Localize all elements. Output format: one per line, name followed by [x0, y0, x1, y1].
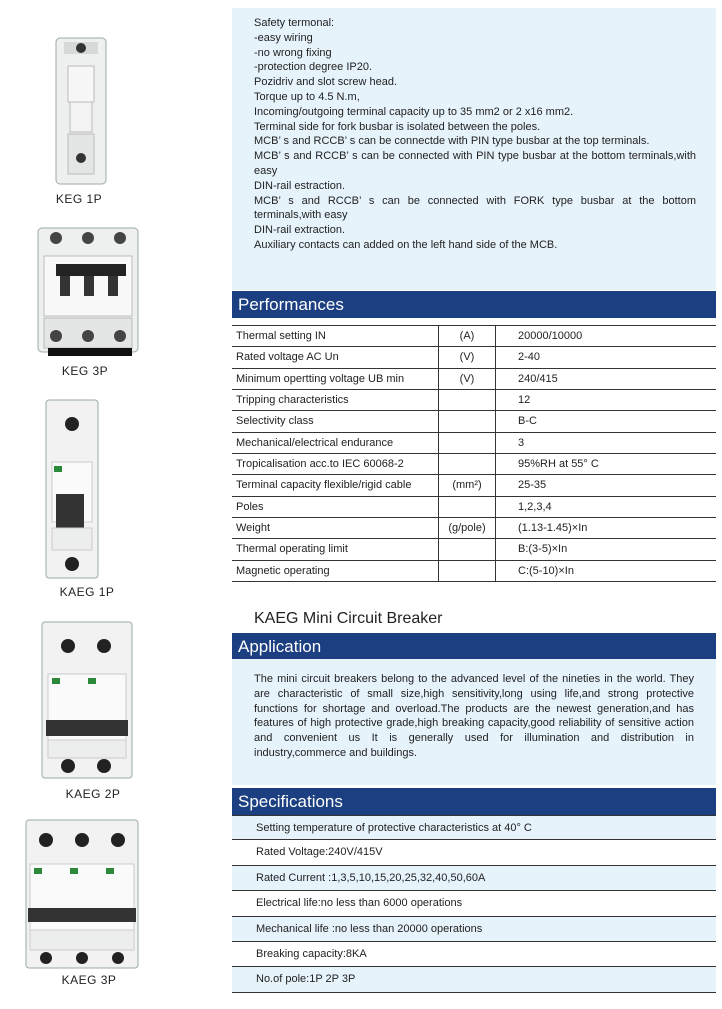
application-panel [232, 659, 716, 785]
feature-item: -protection degree IP20. [254, 61, 373, 74]
performance-unit [439, 453, 496, 474]
performance-label: Poles [232, 496, 439, 517]
performance-unit: (A) [439, 326, 496, 347]
feature-item: -no wrong fixing [254, 46, 332, 59]
performance-value: 12 [496, 389, 717, 410]
performance-value: B-C [496, 411, 717, 432]
feature-item: MCB’ s and RCCB’ s can be connected with PIN type busbar at the bottom terminals,with easy [254, 150, 696, 177]
application-text: The mini circuit breakers belong to the advanced level of the nineties in the world. They are characteristic of small size,high sensitivity,long using life,and strong protective functions for shortage and overload.The products are the newest generation,and has features of high protective grade,high breaking capacity,good reliability of sensitive action and convenient us It is generally used for illumination and distribution in industry,commerce and buildings. [254, 673, 694, 759]
performance-label: Selectivity class [232, 411, 439, 432]
feature-item: MCB’ s and RCCB’ s can be connectde with PIN type busbar at the top terminals. [254, 135, 650, 148]
performance-value: 240/415 [496, 368, 717, 389]
product-caption: KAEG 2P [65, 787, 121, 801]
performance-value: C:(5-10)×In [496, 560, 717, 581]
performance-row [232, 347, 716, 368]
performance-label: Minimum opertting voltage UB min [232, 368, 439, 389]
breaker-kaeg-3p-image [24, 818, 142, 970]
product-column [0, 0, 230, 1009]
specification-row: Rated Voltage:240V/415V [232, 840, 716, 865]
performance-label: Magnetic operating [232, 560, 439, 581]
specification-row: No.of pole:1P 2P 3P [232, 967, 716, 992]
specifications-list [232, 815, 716, 1000]
product-caption: KEG 3P [61, 364, 109, 378]
performance-value: 25-35 [496, 475, 717, 496]
performances-header: Performances [232, 291, 716, 318]
feature-item: DIN-rail extraction. [254, 224, 346, 237]
performance-value: 1,2,3,4 [496, 496, 717, 517]
performance-row [232, 326, 716, 347]
performance-unit [439, 560, 496, 581]
performance-row [232, 496, 716, 517]
performance-row [232, 453, 716, 474]
application-header: Application [232, 633, 716, 660]
product-caption: KAEG 3P [61, 973, 117, 987]
specifications-header: Specifications [232, 788, 716, 815]
performance-value: B:(3-5)×In [496, 539, 717, 560]
feature-item: Pozidriv and slot screw head. [254, 76, 398, 89]
performance-row [232, 432, 716, 453]
specification-row: Electrical life:no less than 6000 operations [232, 891, 716, 916]
features-list [232, 8, 716, 253]
breaker-keg-3p-image [36, 226, 142, 358]
features-panel [232, 8, 716, 290]
performance-unit: (mm²) [439, 475, 496, 496]
product-title: KAEG Mini Circuit Breaker [254, 610, 443, 627]
breaker-keg-1p-image [54, 36, 110, 186]
performance-unit: (V) [439, 347, 496, 368]
product-caption: KEG 1P [55, 192, 103, 206]
feature-item: Torque up to 4.5 N.m, [254, 90, 360, 103]
performance-label: Mechanical/electrical endurance [232, 432, 439, 453]
performance-unit: (g/pole) [439, 517, 496, 538]
performance-value: 2-40 [496, 347, 717, 368]
performance-row [232, 517, 716, 538]
performance-row [232, 368, 716, 389]
performance-value: (1.13-1.45)×In [496, 517, 717, 538]
performance-row [232, 560, 716, 581]
performance-label: Tropicalisation acc.to IEC 60068-2 [232, 453, 439, 474]
breaker-kaeg-1p-image [44, 398, 102, 580]
product-caption: KAEG 1P [59, 585, 115, 599]
performance-value: 95%RH at 55° C [496, 453, 717, 474]
feature-item: Safety termonal: [254, 17, 335, 29]
performance-label: Tripping characteristics [232, 389, 439, 410]
performance-unit [439, 539, 496, 560]
performance-label: Terminal capacity flexible/rigid cable [232, 475, 439, 496]
performance-row [232, 389, 716, 410]
feature-item: -easy wiring [254, 31, 313, 44]
performance-label: Rated voltage AC Un [232, 347, 439, 368]
performance-unit [439, 411, 496, 432]
specification-row: Mechanical life :no less than 20000 operations [232, 917, 716, 942]
breaker-kaeg-2p-image [40, 620, 136, 780]
performance-unit [439, 432, 496, 453]
performances-table [232, 325, 716, 582]
feature-item: Auxiliary contacts can added on the left hand side of the MCB. [254, 238, 558, 251]
performance-row [232, 411, 716, 432]
performance-unit: (V) [439, 368, 496, 389]
specification-row: Setting temperature of protective characteristics at 40° C [232, 815, 716, 840]
feature-item: Incoming/outgoing terminal capacity up to 35 mm2 or 2 x16 mm2. [254, 105, 574, 118]
performance-value: 20000/10000 [496, 326, 717, 347]
specification-row: Breaking capacity:8KA [232, 942, 716, 967]
performance-label: Thermal operating limit [232, 539, 439, 560]
performance-value: 3 [496, 432, 717, 453]
performance-row [232, 539, 716, 560]
performance-row [232, 475, 716, 496]
performance-label: Thermal setting IN [232, 326, 439, 347]
feature-item: DIN-rail estraction. [254, 179, 346, 192]
specification-row: Rated Current :1,3,5,10,15,20,25,32,40,50,60A [232, 866, 716, 891]
feature-item: MCB’ s and RCCB’ s can be connected with FORK type busbar at the bottom terminals,with easy [254, 194, 696, 222]
performance-label: Weight [232, 517, 439, 538]
feature-item: Terminal side for fork busbar is isolated between the poles. [254, 120, 541, 133]
performance-unit [439, 389, 496, 410]
performance-unit [439, 496, 496, 517]
